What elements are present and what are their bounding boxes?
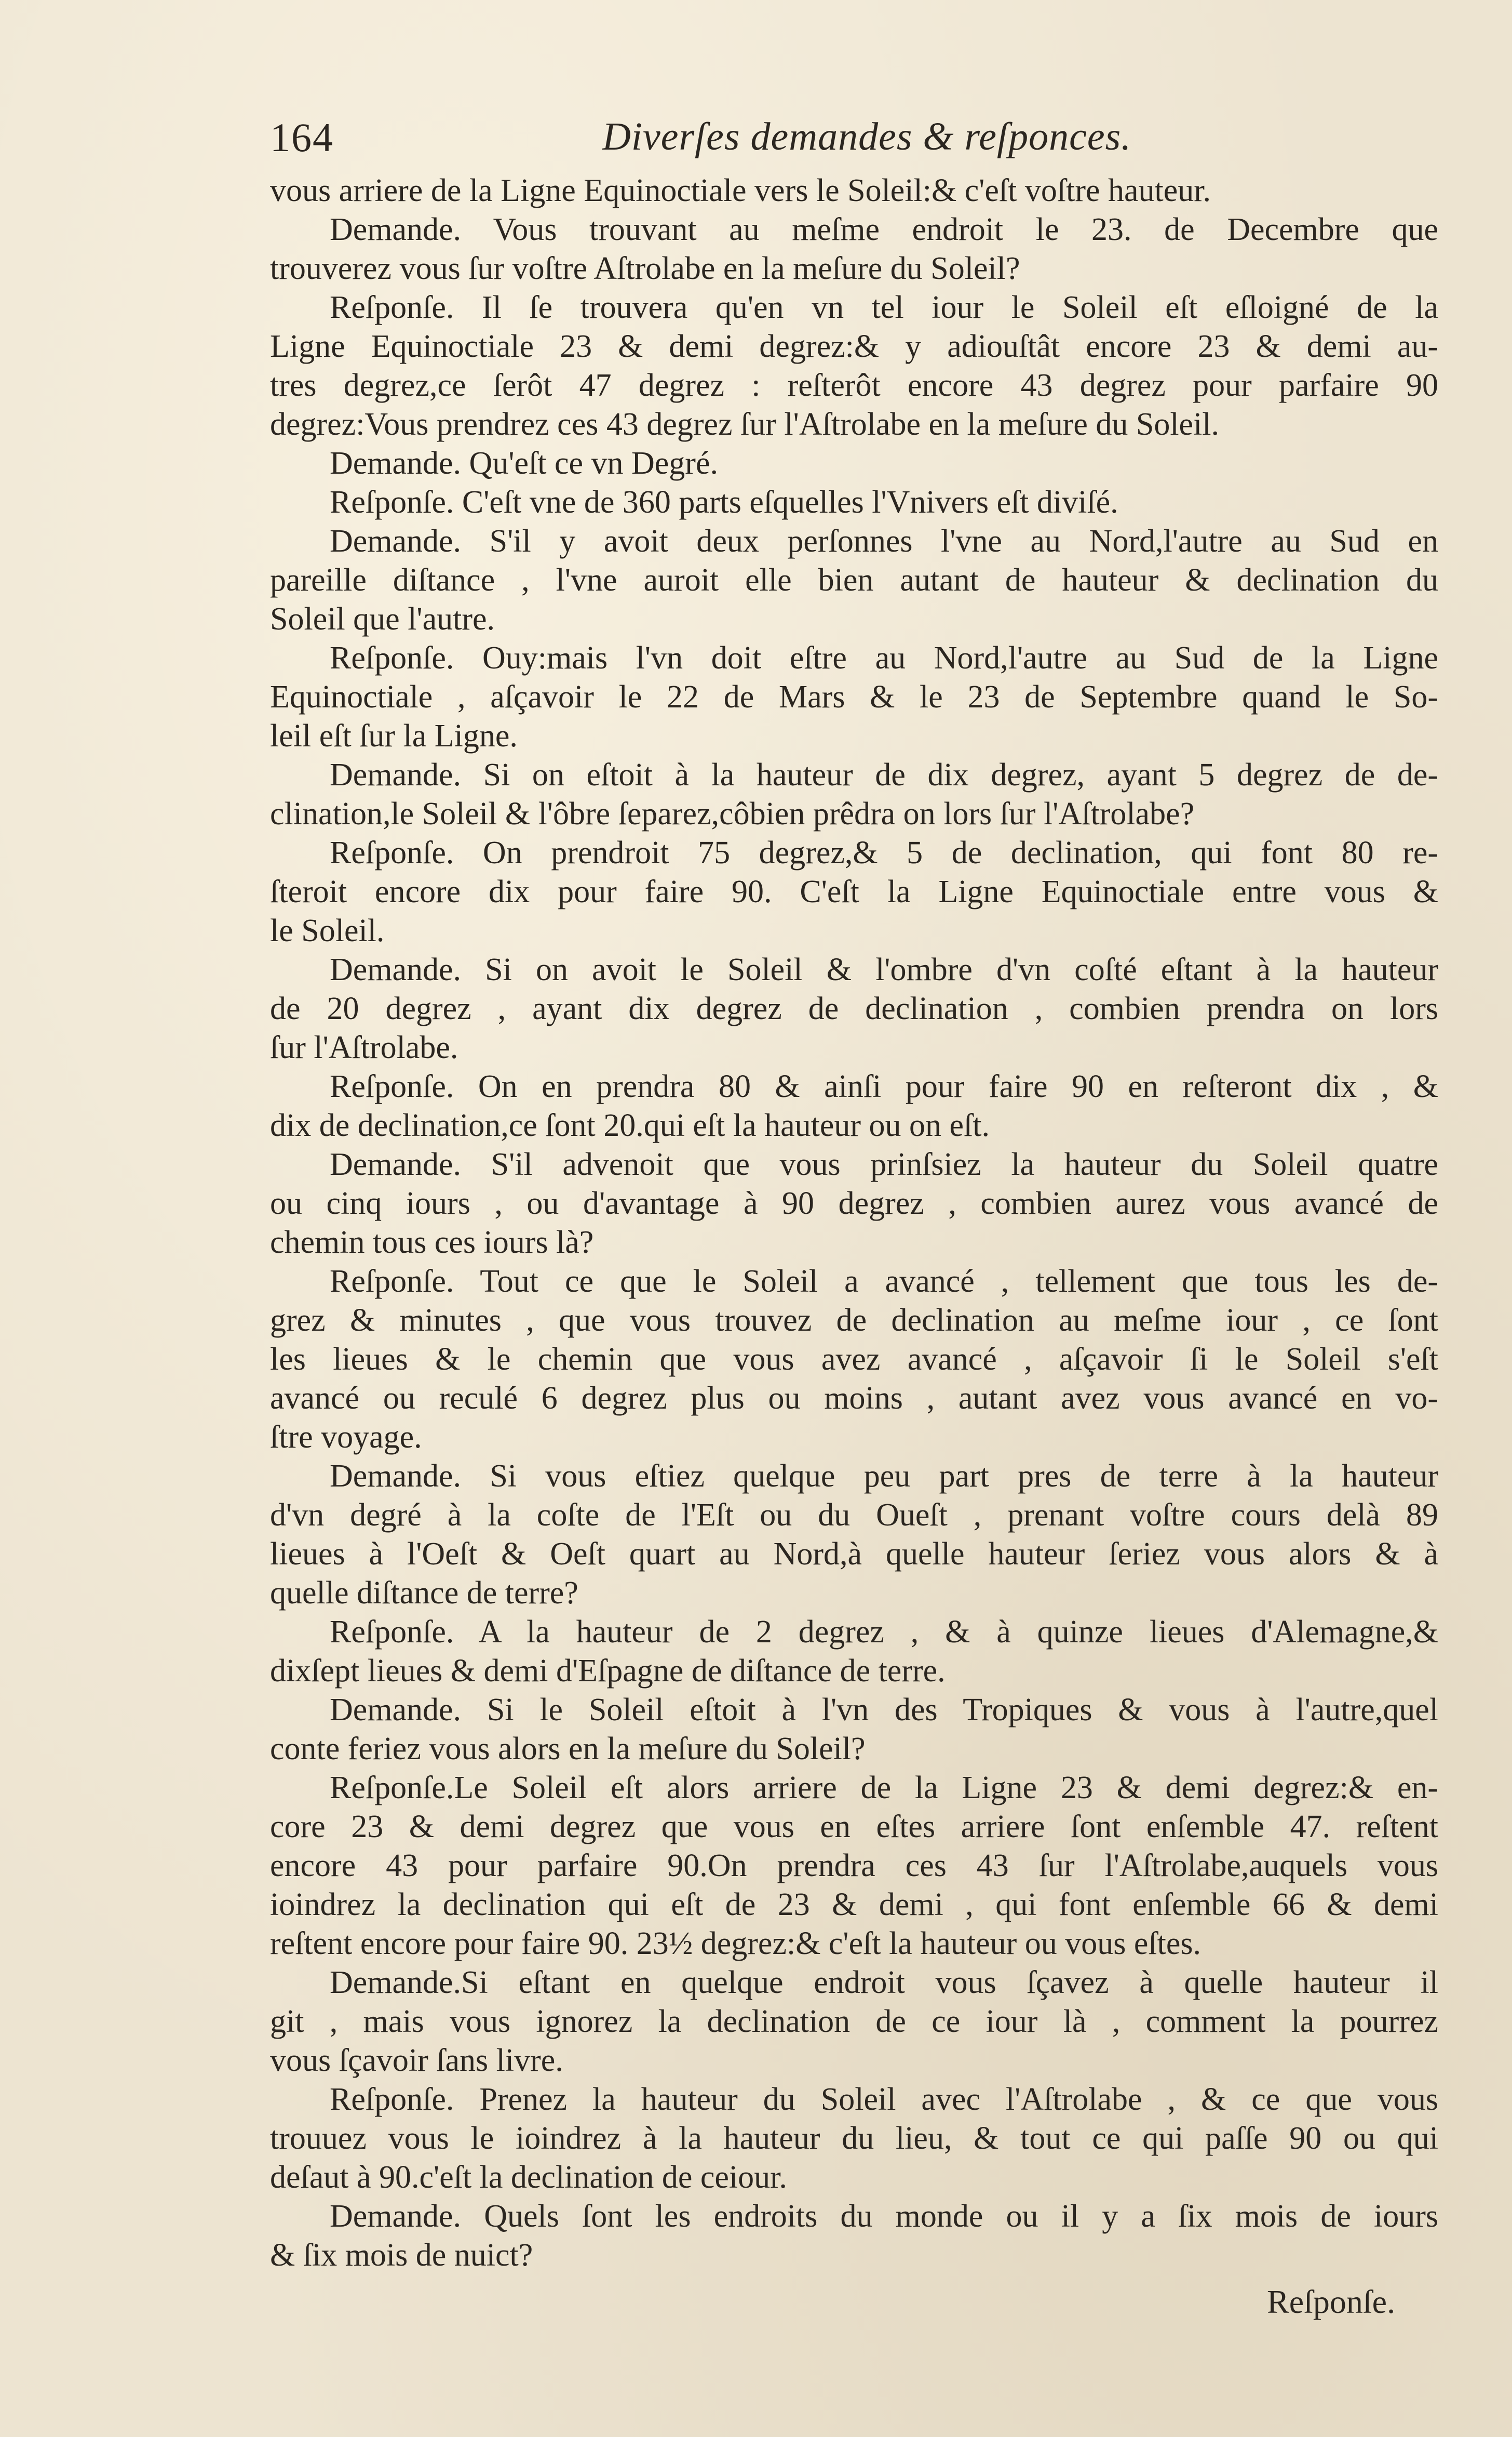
text-line: vous ſçavoir ſans livre. — [270, 2043, 563, 2078]
text-line: Soleil que l'autre. — [270, 601, 495, 637]
text-line: avancé ou reculé 6 degrez plus ou moins , autant avez vous avancé en vo- — [270, 1381, 1438, 1416]
text-line: Equinoctiale , aſçavoir le 22 de Mars & le 23 de Septembre quand le So- — [270, 679, 1438, 715]
text-line: degrez:Vous prendrez ces 43 degrez ſur l'Aſtrolabe en la meſure du Soleil. — [270, 407, 1220, 442]
text-line: ſteroit encore dix pour faire 90. C'eſt la Ligne Equinoctiale entre vous & — [270, 874, 1438, 909]
body-text — [270, 171, 1438, 2275]
text-line: Reſponſe. On en prendra 80 & ainſi pour faire 90 en reſteront dix , & — [330, 1069, 1438, 1104]
text-line: vous arriere de la Ligne Equinoctiale vers le Soleil:& c'eſt voſtre hauteur. — [270, 173, 1211, 208]
text-line: dixſept lieues & demi d'Eſpagne de diſtance de terre. — [270, 1653, 946, 1689]
text-line: Demande. Si vous eſtiez quelque peu part pres de terre à la hauteur — [330, 1458, 1438, 1494]
text-line: encore 43 pour parfaire 90.On prendra ces 43 ſur l'Aſtrolabe,auquels vous — [270, 1848, 1438, 1883]
text-line: d'vn degré à la coſte de l'Eſt ou du Oueſt , prenant voſtre cours delà 89 — [270, 1497, 1438, 1533]
text-line: Demande. Si le Soleil eſtoit à l'vn des Tropiques & vous à l'autre,quel — [330, 1692, 1438, 1728]
text-line: reſtent encore pour faire 90. 23½ degrez:& c'eſt la hauteur ou vous eſtes. — [270, 1926, 1201, 1961]
text-line: tres degrez,ce ſerôt 47 degrez : reſterôt encore 43 degrez pour parfaire 90 — [270, 368, 1438, 403]
text-line: Reſponſe. Prenez la hauteur du Soleil avec l'Aſtrolabe , & ce que vous — [330, 2082, 1438, 2117]
text-line: clination,le Soleil & l'ôbre ſeparez,côbien prêdra on lors ſur l'Aſtrolabe? — [270, 796, 1195, 832]
text-line: trouverez vous ſur voſtre Aſtrolabe en la meſure du Soleil? — [270, 251, 1020, 286]
text-line: Reſponſe. Tout ce que le Soleil a avancé , tellement que tous les de- — [330, 1264, 1438, 1299]
text-line: trouuez vous le ioindrez à la hauteur du lieu, & tout ce qui paſſe 90 ou qui — [270, 2121, 1438, 2156]
text-line: Demande. Si on avoit le Soleil & l'ombre d'vn coſté eſtant à la hauteur — [330, 952, 1438, 987]
text-line: git , mais vous ignorez la declination de ce iour là , comment la pourrez — [270, 2004, 1438, 2039]
text-line: les lieues & le chemin que vous avez avancé , aſçavoir ſi le Soleil s'eſt — [270, 1342, 1438, 1377]
text-line: Demande. S'il y avoit deux perſonnes l'vne au Nord,l'autre au Sud en — [330, 524, 1438, 559]
text-line: lieues à l'Oeſt & Oeſt quart au Nord,à quelle hauteur ſeriez vous alors & à — [270, 1536, 1438, 1572]
text-line: chemin tous ces iours là? — [270, 1225, 594, 1260]
text-line: deſaut à 90.c'eſt la declination de ceiour. — [270, 2160, 787, 2195]
text-line: Reſponſe.Le Soleil eſt alors arriere de la Ligne 23 & demi degrez:& en- — [330, 1770, 1438, 1805]
text-line: ou cinq iours , ou d'avantage à 90 degrez , combien aurez vous avancé de — [270, 1186, 1438, 1221]
text-line: grez & minutes , que vous trouvez de declination au meſme iour , ce ſont — [270, 1303, 1438, 1338]
text-line: Demande. Vous trouvant au meſme endroit le 23. de Decembre que — [330, 212, 1438, 247]
text-line: quelle diſtance de terre? — [270, 1575, 578, 1611]
text-line: Demande. Qu'eſt ce vn Degré. — [330, 446, 718, 481]
page-header — [270, 114, 1153, 171]
text-line: Demande.Si eſtant en quelque endroit vous ſçavez à quelle hauteur il — [330, 1965, 1438, 2000]
text-line: ioindrez la declination qui eſt de 23 & demi , qui font enſemble 66 & demi — [270, 1887, 1438, 1922]
text-line: core 23 & demi degrez que vous en eſtes arriere ſont enſemble 47. reſtent — [270, 1809, 1438, 1844]
page-number: 164 — [270, 115, 334, 160]
text-line: Demande. S'il advenoit que vous prinſsiez la hauteur du Soleil quatre — [330, 1147, 1438, 1182]
text-line: ſur l'Aſtrolabe. — [270, 1030, 458, 1065]
text-line: le Soleil. — [270, 913, 385, 948]
text-line: Reſponſe. Il ſe trouvera qu'en vn tel iour le Soleil eſt eſloigné de la — [330, 290, 1438, 325]
text-line: Reſponſe. A la hauteur de 2 degrez , & à quinze lieues d'Alemagne,& — [330, 1614, 1438, 1650]
text-line: Demande. Quels ſont les endroits du monde ou il y a ſix mois de iours — [330, 2199, 1438, 2234]
text-line: Reſponſe. On prendroit 75 degrez,& 5 de declination, qui font 80 re- — [330, 835, 1438, 871]
running-title: Diverſes demandes & reſponces. — [602, 115, 1132, 158]
text-line: Ligne Equinoctiale 23 & demi degrez:& y adiouſtât encore 23 & demi au- — [270, 329, 1438, 364]
text-line: pareille diſtance , l'vne auroit elle bien autant de hauteur & declination du — [270, 563, 1438, 598]
text-line: leil eſt ſur la Ligne. — [270, 718, 518, 754]
text-line: & ſix mois de nuict? — [270, 2238, 533, 2273]
text-line: ſtre voyage. — [270, 1420, 422, 1455]
text-line: conte feriez vous alors en la meſure du Soleil? — [270, 1731, 866, 1766]
text-line: Reſponſe. Ouy:mais l'vn doit eſtre au Nord,l'autre au Sud de la Ligne — [330, 640, 1438, 676]
text-line: Demande. Si on eſtoit à la hauteur de dix degrez, ayant 5 degrez de de- — [330, 757, 1438, 793]
text-line: dix de declination,ce ſont 20.qui eſt la hauteur ou on eſt. — [270, 1108, 990, 1143]
catchword: Reſponſe. — [1267, 2283, 1396, 2320]
text-line: Reſponſe. C'eſt vne de 360 parts eſquelles l'Vnivers eſt diviſé. — [330, 485, 1118, 520]
text-line: de 20 degrez , ayant dix degrez de declination , combien prendra on lors — [270, 991, 1438, 1026]
